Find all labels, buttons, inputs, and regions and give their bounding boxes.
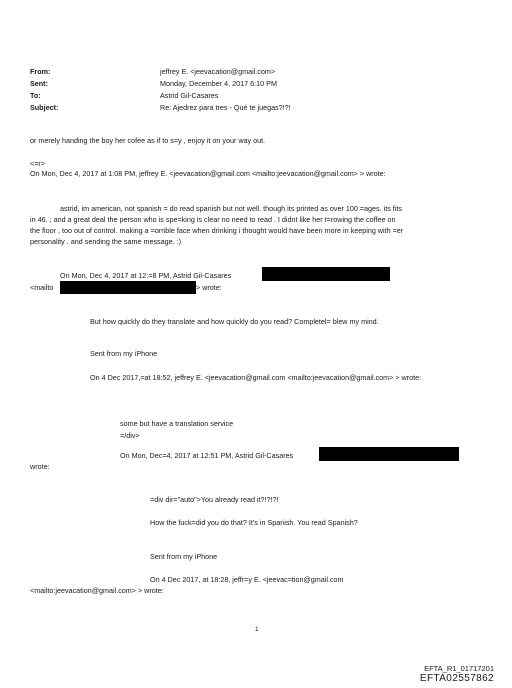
quote-wrote: > wrote: — [196, 283, 222, 292]
body-line: <=r> — [30, 159, 45, 168]
quote-header: On Mon, Dec=4, 2017 at 12:51 PM, Astrid Gil-Casares — [120, 451, 294, 460]
body-line: in 46. ; and a great deal the person who is spe=king is clear no need to read . I didnt like her t=rowing the coffee on — [30, 215, 396, 224]
from-label: From: — [30, 67, 51, 76]
redaction-box — [319, 447, 459, 461]
sent-label: Sent: — [30, 79, 48, 88]
footer-reference-2: EFTA02557862 — [419, 673, 494, 684]
body-line: =/div> — [120, 431, 140, 440]
redaction-box — [262, 267, 390, 281]
signature-line: Sent from my iPhone — [150, 552, 218, 561]
subject-value: Re: Ajedrez para tres - Qué te juegas?!?! — [160, 103, 291, 112]
from-value: jeffrey E. <jeevacation@gmail.com> — [160, 67, 276, 76]
subject-label: Subject: — [30, 103, 59, 112]
page-number: 1 — [255, 626, 259, 633]
body-line: some but have a translation service — [120, 419, 234, 428]
quote-header: On 4 Dec 2017,=at 18:52, jeffrey E. <jeevacation@gmail.com <mailto:jeevacation@gmail.com> > wrote: — [90, 373, 422, 382]
redaction-box — [60, 281, 196, 294]
to-value: Astrid Gil-Casares — [160, 91, 219, 100]
body-line: the floor , too out of control. making a =orrible face when drinking i thought would have been more in keeping with =er — [30, 226, 404, 235]
quote-header: On Mon, Dec 4, 2017 at 12:=8 PM, Astrid Gil-Casares — [60, 271, 232, 280]
signature-line: Sent from my iPhone — [90, 349, 158, 358]
body-line: How the fuck=did you do that? It's in Spanish. You read Spanish? — [150, 518, 358, 527]
to-label: To: — [30, 91, 41, 100]
body-line: or merely handing the boy her cofee as if to s=y , enjoy it on your way out. — [30, 136, 266, 145]
body-line: =div dir="auto">You already read it?!?!?! — [150, 495, 279, 504]
body-line: personality . and sending the same message. :) — [30, 237, 182, 246]
quote-wrote: wrote: — [30, 462, 50, 471]
quote-mailto: <mailto — [30, 283, 54, 292]
quote-header: On 4 Dec 2017, at 18:28, jeffr=y E. <jeevac=tion@gmail.com — [150, 575, 344, 584]
body-line: astrid, im american, not spanish = do read spanish but not well. though its printed as over 100 =ages. its fits — [60, 204, 402, 213]
quote-header: On Mon, Dec 4, 2017 at 1:08 PM, jeffrey E. <jeevacation@gmail.com <mailto:jeevacation@gmail.com> > wrote: — [30, 169, 386, 178]
footer-reference-1: EFTA_R1_01717201 — [424, 664, 494, 673]
body-line: But how quickly do they translate and how quickly do you read? Completel= blew my mind. — [90, 317, 379, 326]
quote-mailto: <mailto:jeevacation@gmail.com> > wrote: — [30, 586, 164, 595]
sent-value: Monday, December 4, 2017 6:10 PM — [160, 79, 277, 88]
